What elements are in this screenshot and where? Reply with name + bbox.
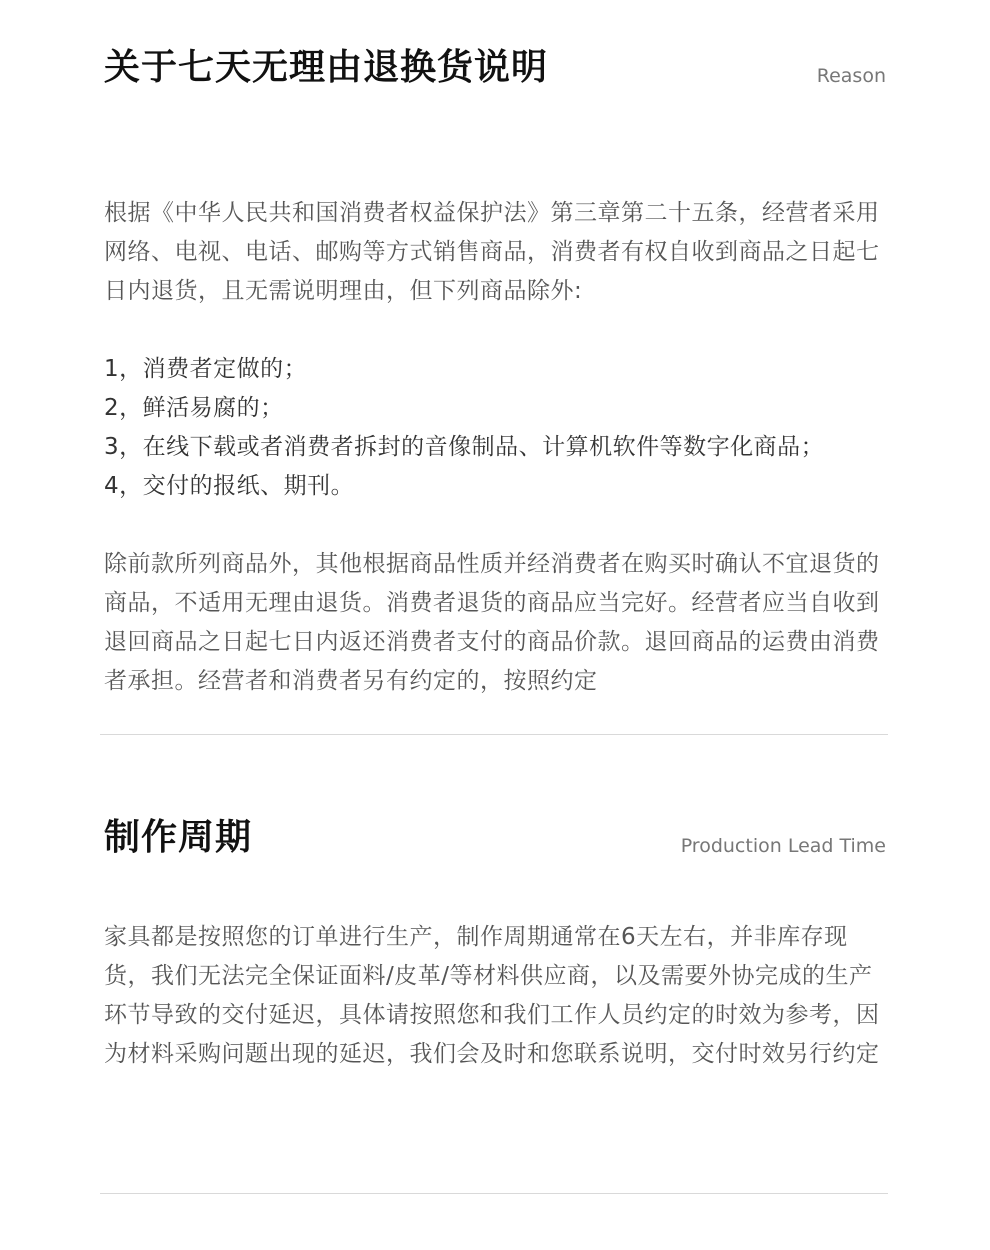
return-policy-header: [104, 46, 886, 106]
production-subtitle: Production Lead Time: [680, 835, 886, 857]
return-policy-section: [104, 46, 886, 701]
return-policy-title: 关于七天无理由退换货说明: [104, 47, 549, 88]
production-header: [104, 816, 886, 876]
return-policy-subtitle: Reason: [816, 65, 886, 87]
production-section: [104, 816, 886, 1074]
production-body: 家具都是按照您的订单进行生产，制作周期通常在6天左右，并非库存现货，我们无法完全保证面料/皮革/等材料供应商，以及需要外协完成的生产环节导致的交付延迟，具体请按照您和我们工作人员约定的时效为参考，因为材料采购问题出现的延迟，我们会及时和您联系说明，交付时效另行约定: [104, 924, 880, 1067]
return-policy-closing: 除前款所列商品外，其他根据商品性质并经消费者在购买时确认不宜退货的商品，不适用无理由退货。消费者退货的商品应当完好。经营者应当自收到退回商品之日起七日内返还消费者支付的商品价款。退回商品的运费由消费者承担。经营者和消费者另有约定的，按照约定: [104, 551, 880, 694]
section-divider: [100, 734, 888, 735]
section-divider: [100, 1193, 888, 1194]
exception-item: 1，消费者定做的；: [104, 356, 308, 382]
production-title: 制作周期: [104, 817, 253, 858]
return-policy-intro: 根据《中华人民共和国消费者权益保护法》第三章第二十五条，经营者采用网络、电视、电话、邮购等方式销售商品，消费者有权自收到商品之日起七日内退货，且无需说明理由，但下列商品除外:: [104, 200, 880, 304]
return-exceptions-list: [104, 350, 886, 506]
exception-item: 4，交付的报纸、期刊。: [104, 473, 355, 499]
exception-item: 2，鲜活易腐的；: [104, 395, 284, 421]
exception-item: 3，在线下载或者消费者拆封的音像制品、计算机软件等数字化商品；: [104, 434, 825, 460]
